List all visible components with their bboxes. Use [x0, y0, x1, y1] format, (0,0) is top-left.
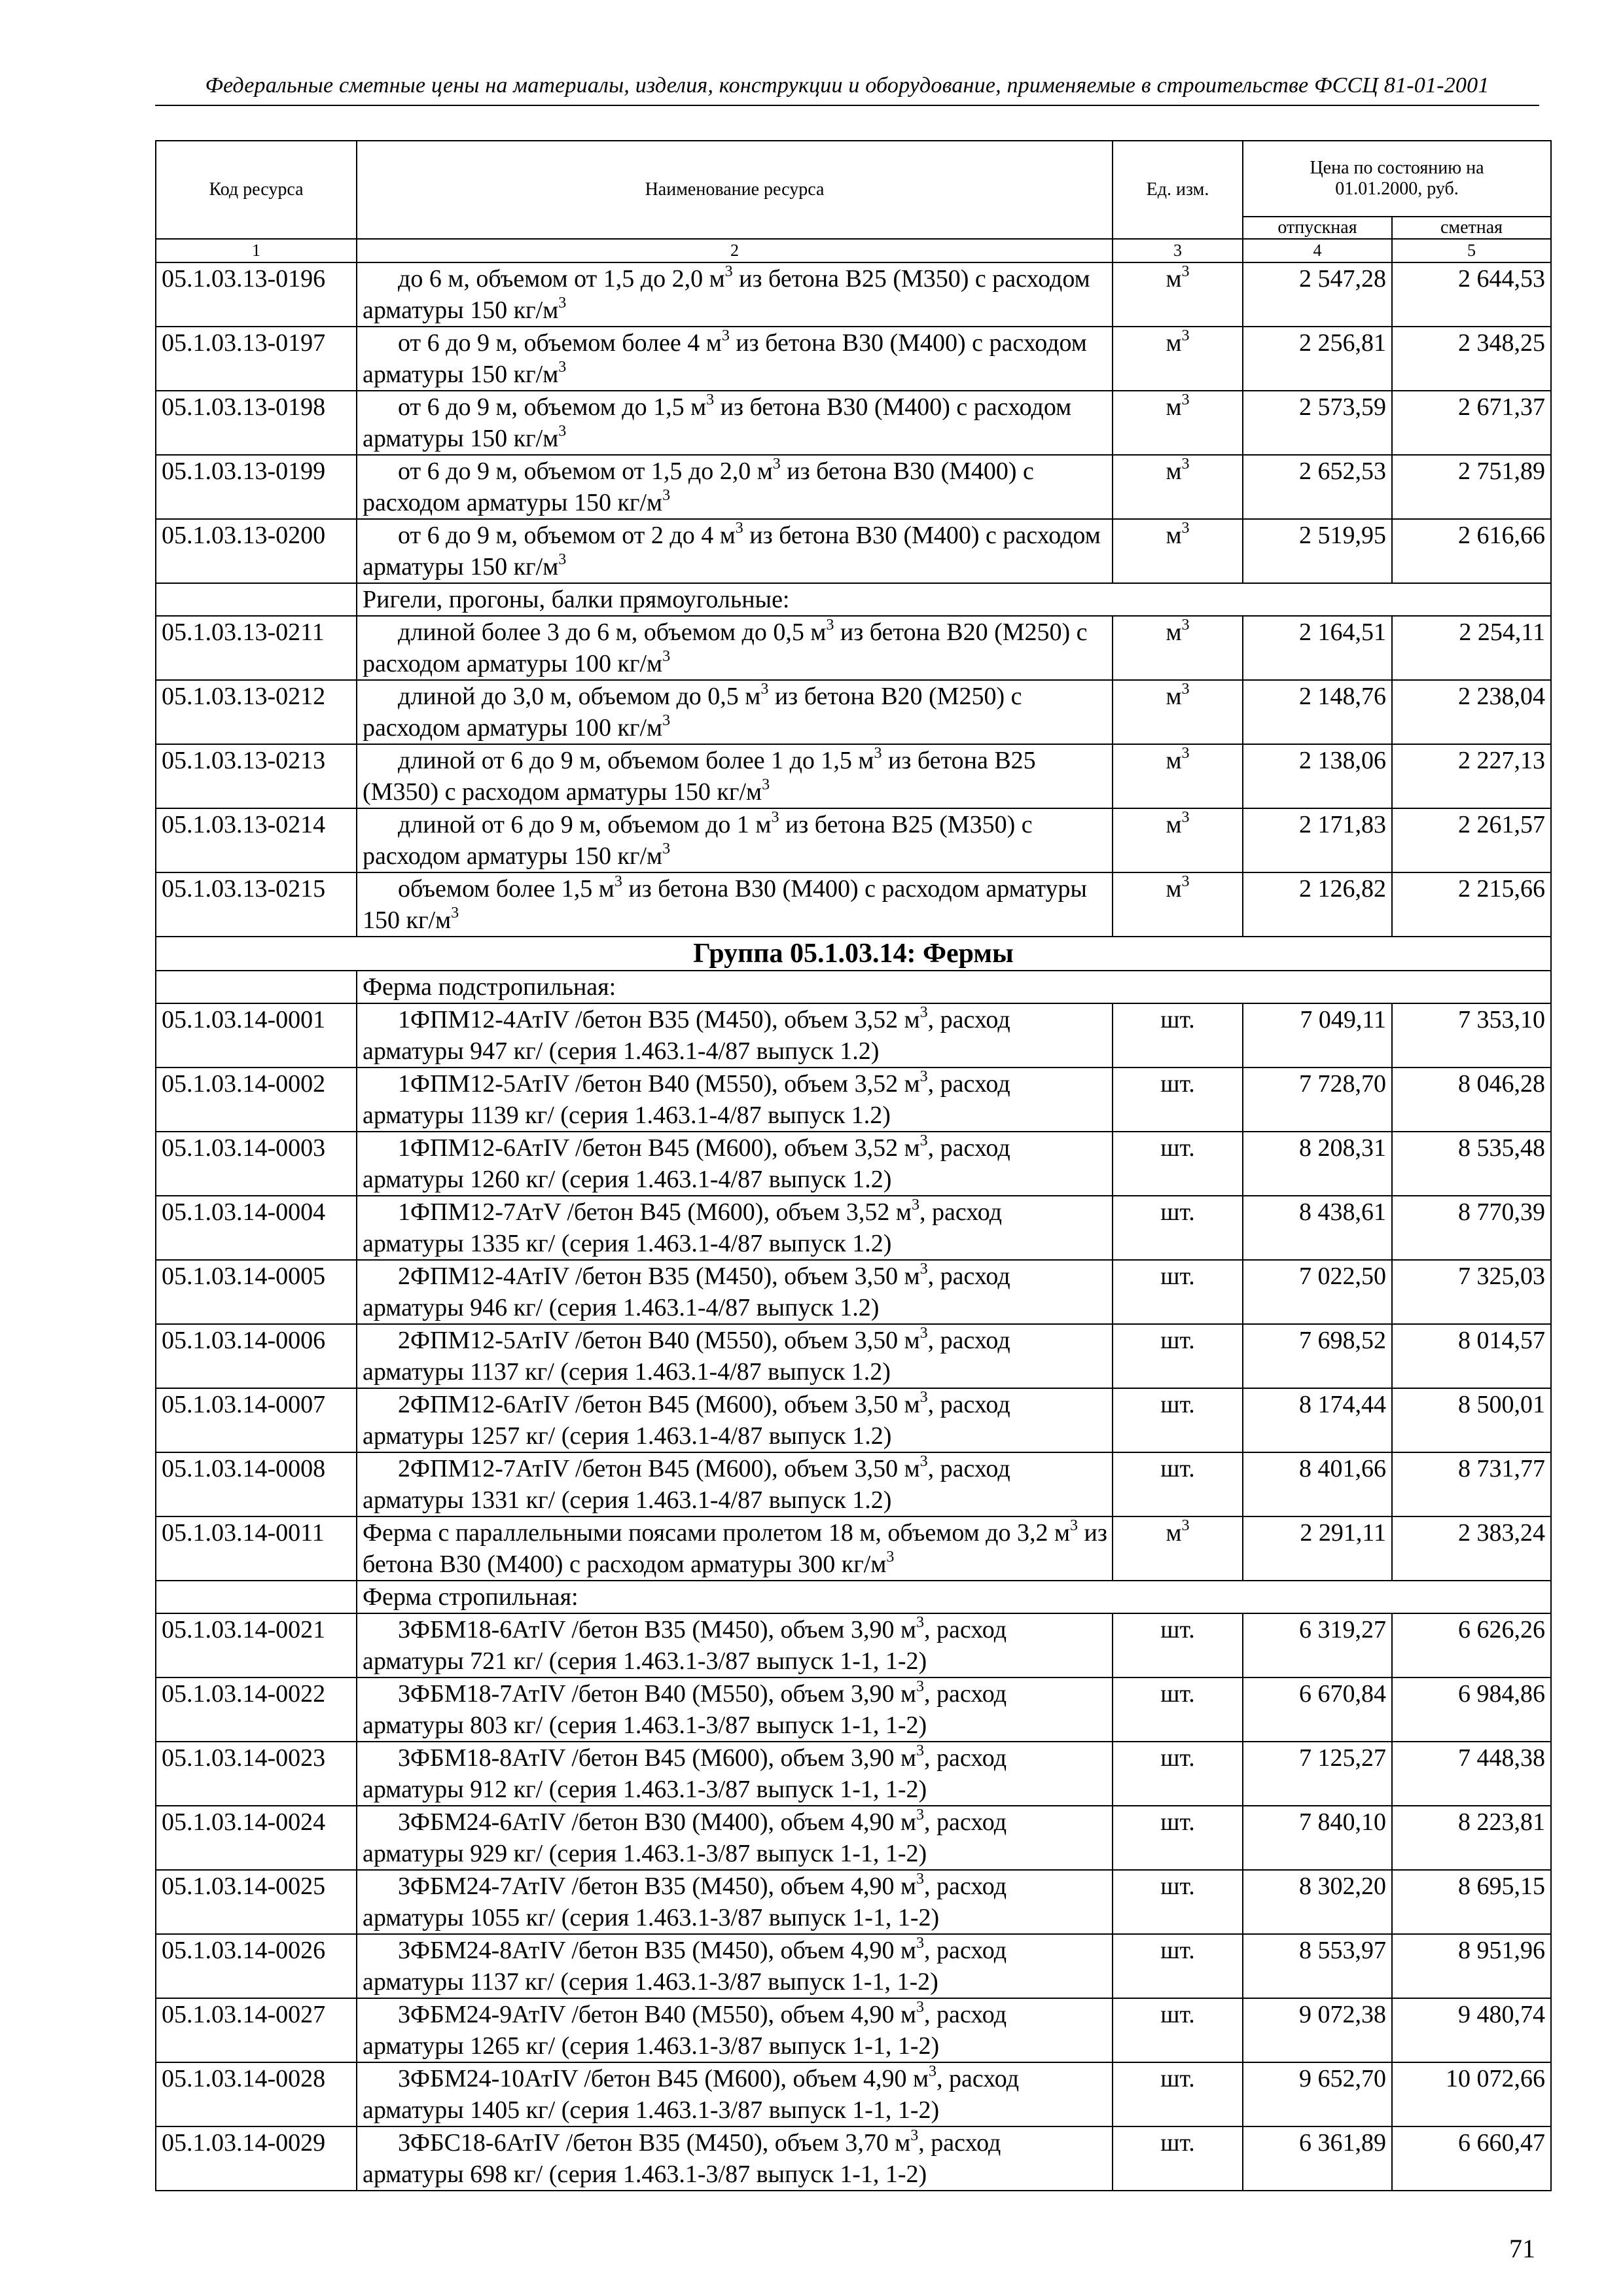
resource-code: 05.1.03.13-0213	[156, 744, 357, 808]
table-row	[156, 1452, 1551, 1516]
table-row	[156, 1516, 1551, 1581]
release-price: 6 670,84	[1243, 1677, 1392, 1742]
estimate-price: 10 072,66	[1392, 2062, 1551, 2126]
unit-cell: $м^3$	[1113, 519, 1243, 583]
column-number-row	[156, 239, 1551, 262]
resource-name: 3ФБМ24-6АтIV /бетон В30 (М400), объем 4,90 $м^3$, расход арматуры 929 кг/ (серия 1.463.1-3/87 выпуск 1-1, 1-2)	[357, 1806, 1113, 1870]
resource-code: 05.1.03.14-0026	[156, 1934, 357, 1998]
table-body	[156, 262, 1551, 2191]
col-header-unit: Ед. изм.	[1113, 141, 1243, 239]
page-number: 71	[1509, 2234, 1535, 2263]
estimate-price: 2 215,66	[1392, 872, 1551, 937]
unit-cell: шт.	[1113, 1677, 1243, 1742]
resource-name: 1ФПМ12-7АтV /бетон В45 (М600), объем 3,52 $м^3$, расход арматуры 1335 кг/ (серия 1.463.1-4/87 выпуск 1.2)	[357, 1196, 1113, 1260]
unit-cell: шт.	[1113, 1742, 1243, 1806]
estimate-price: 8 223,81	[1392, 1806, 1551, 1870]
table-row	[156, 1677, 1551, 1742]
resource-name: от 6 до 9 м, объемом до 1,5 $м^3$ из бетона В30 (М400) с расходом арматуры 150 $кг/м^3$	[357, 391, 1113, 455]
resource-code: 05.1.03.14-0011	[156, 1516, 357, 1581]
release-price: 8 302,20	[1243, 1870, 1392, 1934]
col-header-release: отпускная	[1243, 217, 1392, 239]
release-price: 2 138,06	[1243, 744, 1392, 808]
estimate-price: 2 227,13	[1392, 744, 1551, 808]
unit-cell: шт.	[1113, 1196, 1243, 1260]
col-number: 3	[1113, 239, 1243, 262]
resource-code: 05.1.03.14-0029	[156, 2126, 357, 2191]
estimate-price: 8 770,39	[1392, 1196, 1551, 1260]
col-header-estimate: сметная	[1392, 217, 1551, 239]
col-number: 4	[1243, 239, 1392, 262]
release-price: 7 125,27	[1243, 1742, 1392, 1806]
estimate-price: 2 261,57	[1392, 808, 1551, 872]
resource-name: Ферма с параллельными поясами пролетом 18 м, объемом до 3,2 $м^3$ из бетона В30 (М400) с расходом арматуры 300 $кг/м^3$	[357, 1516, 1113, 1581]
release-price: 2 573,59	[1243, 391, 1392, 455]
empty-cell	[156, 971, 357, 1003]
table-row	[156, 327, 1551, 391]
unit-cell: шт.	[1113, 1388, 1243, 1452]
release-price: 8 401,66	[1243, 1452, 1392, 1516]
resource-name: длиной до 3,0 м, объемом до 0,5 $м^3$ из бетона В20 (М250) с расходом арматуры 100 $кг/м^3$	[357, 680, 1113, 744]
resource-code: 05.1.03.13-0199	[156, 455, 357, 519]
resource-code: 05.1.03.13-0211	[156, 616, 357, 680]
empty-cell	[156, 1581, 357, 1613]
unit-cell: $м^3$	[1113, 391, 1243, 455]
resource-name: 1ФПМ12-5АтIV /бетон В40 (М550), объем 3,52 $м^3$, расход арматуры 1139 кг/ (серия 1.463.1-4/87 выпуск 1.2)	[357, 1067, 1113, 1132]
table-row	[156, 1806, 1551, 1870]
resource-name: 1ФПМ12-6АтIV /бетон В45 (М600), объем 3,52 $м^3$, расход арматуры 1260 кг/ (серия 1.463.1-4/87 выпуск 1.2)	[357, 1132, 1113, 1196]
release-price: 2 171,83	[1243, 808, 1392, 872]
table-row	[156, 1742, 1551, 1806]
subheading-row	[156, 583, 1551, 616]
table-row	[156, 1388, 1551, 1452]
resource-code: 05.1.03.13-0198	[156, 391, 357, 455]
release-price: 6 361,89	[1243, 2126, 1392, 2191]
estimate-price: 8 951,96	[1392, 1934, 1551, 1998]
resource-code: 05.1.03.13-0196	[156, 262, 357, 327]
estimate-price: 6 984,86	[1392, 1677, 1551, 1742]
estimate-price: 8 500,01	[1392, 1388, 1551, 1452]
estimate-price: 8 695,15	[1392, 1870, 1551, 1934]
unit-cell: $м^3$	[1113, 808, 1243, 872]
unit-cell: $м^3$	[1113, 1516, 1243, 1581]
resource-code: 05.1.03.14-0002	[156, 1067, 357, 1132]
resource-name: 2ФПМ12-7АтIV /бетон В45 (М600), объем 3,50 $м^3$, расход арматуры 1331 кг/ (серия 1.463.1-4/87 выпуск 1.2)	[357, 1452, 1113, 1516]
resource-name: длиной более 3 до 6 м, объемом до 0,5 $м^3$ из бетона В20 (М250) с расходом арматуры 100 $кг/м^3$	[357, 616, 1113, 680]
resource-code: 05.1.03.14-0007	[156, 1388, 357, 1452]
estimate-price: 8 731,77	[1392, 1452, 1551, 1516]
estimate-price: 6 660,47	[1392, 2126, 1551, 2191]
table-row	[156, 1260, 1551, 1324]
running-header: Федеральные сметные цены на материалы, изделия, конструкции и оборудование, применяемые в строительстве ФССЦ 81-01-2001	[205, 73, 1489, 98]
unit-cell: $м^3$	[1113, 744, 1243, 808]
resource-code: 05.1.03.14-0001	[156, 1003, 357, 1067]
unit-cell: шт.	[1113, 1806, 1243, 1870]
resource-name: 2ФПМ12-6АтIV /бетон В45 (М600), объем 3,50 $м^3$, расход арматуры 1257 кг/ (серия 1.463.1-4/87 выпуск 1.2)	[357, 1388, 1113, 1452]
estimate-price: 2 383,24	[1392, 1516, 1551, 1581]
resource-code: 05.1.03.13-0215	[156, 872, 357, 937]
table-row	[156, 616, 1551, 680]
resource-code: 05.1.03.14-0022	[156, 1677, 357, 1742]
table-row	[156, 455, 1551, 519]
release-price: 6 319,27	[1243, 1613, 1392, 1677]
estimate-price: 8 535,48	[1392, 1132, 1551, 1196]
estimate-price: 7 353,10	[1392, 1003, 1551, 1067]
resource-code: 05.1.03.14-0003	[156, 1132, 357, 1196]
resource-name: 3ФБМ18-8АтIV /бетон В45 (М600), объем 3,90 $м^3$, расход арматуры 912 кг/ (серия 1.463.1-3/87 выпуск 1-1, 1-2)	[357, 1742, 1113, 1806]
release-price: 7 840,10	[1243, 1806, 1392, 1870]
resource-name: до 6 м, объемом от 1,5 до 2,0 $м^3$ из бетона В25 (М350) с расходом арматуры 150 $кг/м^3$	[357, 262, 1113, 327]
resource-name: 3ФБМ18-6АтIV /бетон В35 (М450), объем 3,90 $м^3$, расход арматуры 721 кг/ (серия 1.463.1-3/87 выпуск 1-1, 1-2)	[357, 1613, 1113, 1677]
table-row	[156, 1613, 1551, 1677]
price-table	[155, 140, 1552, 2191]
release-price: 2 164,51	[1243, 616, 1392, 680]
col-header-price-group: Цена по состоянию на 01.01.2000, руб.	[1243, 141, 1551, 217]
table-row	[156, 2126, 1551, 2191]
unit-cell: шт.	[1113, 1870, 1243, 1934]
resource-code: 05.1.03.14-0028	[156, 2062, 357, 2126]
release-price: 2 547,28	[1243, 262, 1392, 327]
table-row	[156, 872, 1551, 937]
resource-code: 05.1.03.14-0005	[156, 1260, 357, 1324]
release-price: 7 698,52	[1243, 1324, 1392, 1388]
release-price: 8 174,44	[1243, 1388, 1392, 1452]
resource-name: длиной от 6 до 9 м, объемом более 1 до 1,5 $м^3$ из бетона В25 (М350) с расходом арматуры 150 $кг/м^3$	[357, 744, 1113, 808]
resource-name: 3ФБС18-6АтIV /бетон В35 (М450), объем 3,70 $м^3$, расход арматуры 698 кг/ (серия 1.463.1-3/87 выпуск 1-1, 1-2)	[357, 2126, 1113, 2191]
unit-cell: шт.	[1113, 1934, 1243, 1998]
subheading-row	[156, 1581, 1551, 1613]
empty-cell	[156, 583, 357, 616]
col-header-code: Код ресурса	[156, 141, 357, 239]
unit-cell: $м^3$	[1113, 262, 1243, 327]
col-number: 5	[1392, 239, 1551, 262]
table-row	[156, 680, 1551, 744]
release-price: 2 148,76	[1243, 680, 1392, 744]
resource-name: длиной от 6 до 9 м, объемом до 1 $м^3$ из бетона В25 (М350) с расходом арматуры 150 $кг/м^3$	[357, 808, 1113, 872]
resource-code: 05.1.03.13-0200	[156, 519, 357, 583]
resource-code: 05.1.03.14-0025	[156, 1870, 357, 1934]
release-price: 2 126,82	[1243, 872, 1392, 937]
estimate-price: 2 644,53	[1392, 262, 1551, 327]
col-header-name: Наименование ресурса	[357, 141, 1113, 239]
resource-name: 3ФБМ24-7АтIV /бетон В35 (М450), объем 4,90 $м^3$, расход арматуры 1055 кг/ (серия 1.463.1-3/87 выпуск 1-1, 1-2)	[357, 1870, 1113, 1934]
table-row	[156, 1067, 1551, 1132]
resource-name: 2ФПМ12-4АтIV /бетон В35 (М450), объем 3,50 $м^3$, расход арматуры 946 кг/ (серия 1.463.1-4/87 выпуск 1.2)	[357, 1260, 1113, 1324]
resource-code: 05.1.03.14-0008	[156, 1452, 357, 1516]
table-row	[156, 519, 1551, 583]
table-row	[156, 808, 1551, 872]
release-price: 8 208,31	[1243, 1132, 1392, 1196]
estimate-price: 7 325,03	[1392, 1260, 1551, 1324]
estimate-price: 8 046,28	[1392, 1067, 1551, 1132]
unit-cell: $м^3$	[1113, 680, 1243, 744]
release-price: 2 652,53	[1243, 455, 1392, 519]
table-row	[156, 1934, 1551, 1998]
col-number: 2	[357, 239, 1113, 262]
unit-cell: шт.	[1113, 2062, 1243, 2126]
resource-name: от 6 до 9 м, объемом от 1,5 до 2,0 $м^3$ из бетона В30 (М400) с расходом арматуры 150 $кг/м^3$	[357, 455, 1113, 519]
release-price: 7 022,50	[1243, 1260, 1392, 1324]
unit-cell: шт.	[1113, 1613, 1243, 1677]
unit-cell: $м^3$	[1113, 872, 1243, 937]
group-heading-row	[156, 937, 1551, 971]
resource-name: объемом более 1,5 $м^3$ из бетона В30 (М400) с расходом арматуры 150 $кг/м^3$	[357, 872, 1113, 937]
release-price: 9 652,70	[1243, 2062, 1392, 2126]
resource-code: 05.1.03.13-0212	[156, 680, 357, 744]
release-price: 8 438,61	[1243, 1196, 1392, 1260]
unit-cell: $м^3$	[1113, 455, 1243, 519]
unit-cell: шт.	[1113, 1067, 1243, 1132]
estimate-price: 7 448,38	[1392, 1742, 1551, 1806]
unit-cell: шт.	[1113, 1324, 1243, 1388]
estimate-price: 2 616,66	[1392, 519, 1551, 583]
unit-cell: $м^3$	[1113, 327, 1243, 391]
estimate-price: 2 671,37	[1392, 391, 1551, 455]
resource-name: 3ФБМ24-9АтIV /бетон В40 (М550), объем 4,90 $м^3$, расход арматуры 1265 кг/ (серия 1.463.1-3/87 выпуск 1-1, 1-2)	[357, 1998, 1113, 2062]
estimate-price: 2 238,04	[1392, 680, 1551, 744]
resource-code: 05.1.03.14-0021	[156, 1613, 357, 1677]
resource-name: от 6 до 9 м, объемом от 2 до 4 $м^3$ из бетона В30 (М400) с расходом арматуры 150 $кг/м^3$	[357, 519, 1113, 583]
table-row	[156, 262, 1551, 327]
table-row	[156, 391, 1551, 455]
resource-name: 1ФПМ12-4АтIV /бетон В35 (М450), объем 3,52 $м^3$, расход арматуры 947 кг/ (серия 1.463.1-4/87 выпуск 1.2)	[357, 1003, 1113, 1067]
table-row	[156, 1196, 1551, 1260]
release-price: 2 256,81	[1243, 327, 1392, 391]
estimate-price: 2 751,89	[1392, 455, 1551, 519]
release-price: 2 519,95	[1243, 519, 1392, 583]
resource-name: от 6 до 9 м, объемом более 4 $м^3$ из бетона В30 (М400) с расходом арматуры 150 $кг/м^3$	[357, 327, 1113, 391]
resource-code: 05.1.03.13-0197	[156, 327, 357, 391]
unit-cell: шт.	[1113, 2126, 1243, 2191]
subheading-row	[156, 971, 1551, 1003]
unit-cell: шт.	[1113, 1452, 1243, 1516]
resource-name: 3ФБМ18-7АтIV /бетон В40 (М550), объем 3,90 $м^3$, расход арматуры 803 кг/ (серия 1.463.1-3/87 выпуск 1-1, 1-2)	[357, 1677, 1113, 1742]
estimate-price: 2 254,11	[1392, 616, 1551, 680]
table-row	[156, 1870, 1551, 1934]
release-price: 2 291,11	[1243, 1516, 1392, 1581]
resource-code: 05.1.03.14-0006	[156, 1324, 357, 1388]
release-price: 8 553,97	[1243, 1934, 1392, 1998]
release-price: 7 049,11	[1243, 1003, 1392, 1067]
unit-cell: шт.	[1113, 1132, 1243, 1196]
resource-code: 05.1.03.14-0023	[156, 1742, 357, 1806]
table-row	[156, 1998, 1551, 2062]
table-row	[156, 744, 1551, 808]
unit-cell: $м^3$	[1113, 616, 1243, 680]
estimate-price: 8 014,57	[1392, 1324, 1551, 1388]
resource-code: 05.1.03.14-0027	[156, 1998, 357, 2062]
table-row	[156, 1132, 1551, 1196]
subheading: Ферма стропильная:	[357, 1581, 1551, 1613]
estimate-price: 2 348,25	[1392, 327, 1551, 391]
unit-cell: шт.	[1113, 1260, 1243, 1324]
table-row	[156, 2062, 1551, 2126]
estimate-price: 6 626,26	[1392, 1613, 1551, 1677]
table-row	[156, 1324, 1551, 1388]
col-number: 1	[156, 239, 357, 262]
resource-name: 2ФПМ12-5АтIV /бетон В40 (М550), объем 3,50 $м^3$, расход арматуры 1137 кг/ (серия 1.463.1-4/87 выпуск 1.2)	[357, 1324, 1113, 1388]
resource-name: 3ФБМ24-8АтIV /бетон В35 (М450), объем 4,90 $м^3$, расход арматуры 1137 кг/ (серия 1.463.1-3/87 выпуск 1-1, 1-2)	[357, 1934, 1113, 1998]
group-heading: Группа 05.1.03.14: Фермы	[156, 937, 1551, 971]
table-row	[156, 1003, 1551, 1067]
header-rule	[155, 105, 1539, 106]
estimate-price: 9 480,74	[1392, 1998, 1551, 2062]
release-price: 7 728,70	[1243, 1067, 1392, 1132]
subheading: Ферма подстропильная:	[357, 971, 1551, 1003]
unit-cell: шт.	[1113, 1003, 1243, 1067]
unit-cell: шт.	[1113, 1998, 1243, 2062]
subheading: Ригели, прогоны, балки прямоугольные:	[357, 583, 1551, 616]
resource-name: 3ФБМ24-10АтIV /бетон В45 (М600), объем 4,90 $м^3$, расход арматуры 1405 кг/ (серия 1.463.1-3/87 выпуск 1-1, 1-2)	[357, 2062, 1113, 2126]
release-price: 9 072,38	[1243, 1998, 1392, 2062]
resource-code: 05.1.03.13-0214	[156, 808, 357, 872]
resource-code: 05.1.03.14-0024	[156, 1806, 357, 1870]
resource-code: 05.1.03.14-0004	[156, 1196, 357, 1260]
